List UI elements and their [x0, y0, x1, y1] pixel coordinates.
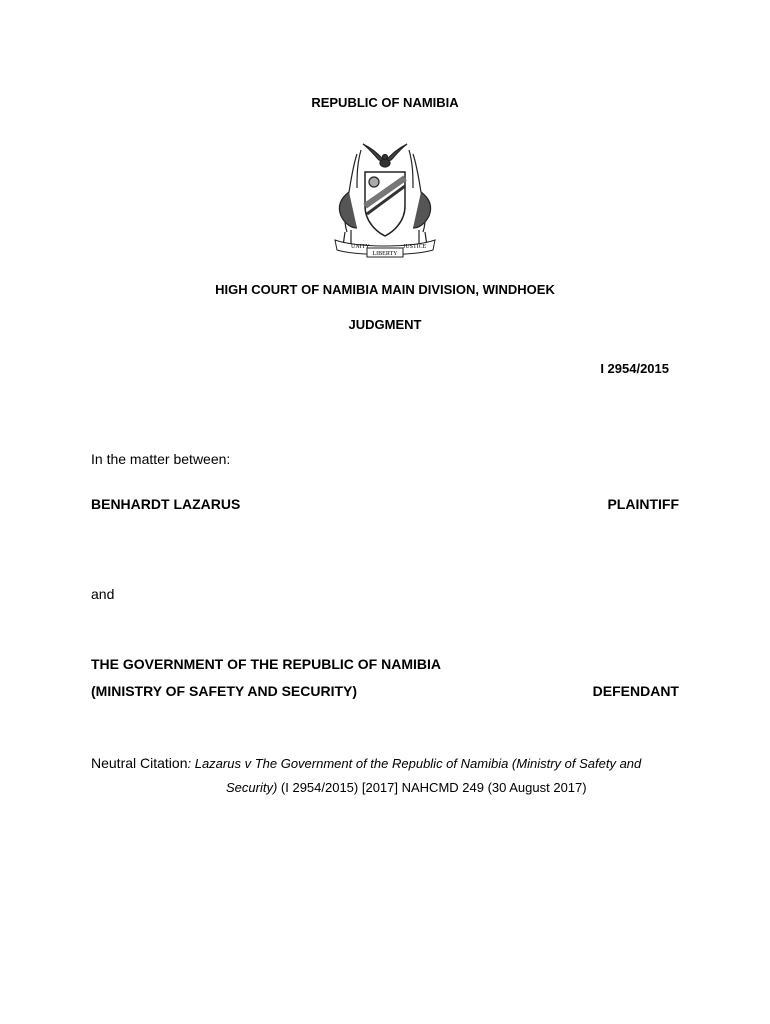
neutral-citation-line1	[91, 755, 641, 771]
defendant-role: DEFENDANT	[592, 683, 679, 699]
plaintiff-role: PLAINTIFF	[607, 496, 679, 512]
motto-center: LIBERTY	[372, 251, 398, 257]
case-number: I 2954/2015	[600, 361, 669, 376]
judgment-heading: JUDGMENT	[348, 317, 422, 332]
defendant-name-line2: (MINISTRY OF SAFETY AND SECURITY)	[91, 683, 358, 699]
defendant-name-line1: THE GOVERNMENT OF THE REPUBLIC OF NAMIBIA	[91, 656, 441, 672]
coat-of-arms	[327, 136, 443, 260]
citation-label: Neutral Citation	[91, 755, 188, 771]
court-heading: HIGH COURT OF NAMIBIA MAIN DIVISION, WINDHOEK	[215, 282, 555, 297]
citation-case-title: : Lazarus v The Government of the Republic of Namibia (Ministry of Safety and	[187, 756, 642, 771]
plaintiff-name: BENHARDT LAZARUS	[91, 496, 241, 512]
matter-intro: In the matter between:	[91, 451, 231, 467]
citation-case-title-cont: Security)	[226, 780, 278, 795]
neutral-citation-line2	[226, 780, 587, 795]
motto-left: UNITY	[351, 244, 370, 250]
citation-reference: (I 2954/2015) [2017] NAHCMD 249 (30 August 2017)	[277, 780, 587, 795]
conjunction-and: and	[91, 586, 115, 602]
republic-heading: REPUBLIC OF NAMIBIA	[311, 95, 459, 110]
motto-right: JUSTICE	[403, 244, 427, 250]
